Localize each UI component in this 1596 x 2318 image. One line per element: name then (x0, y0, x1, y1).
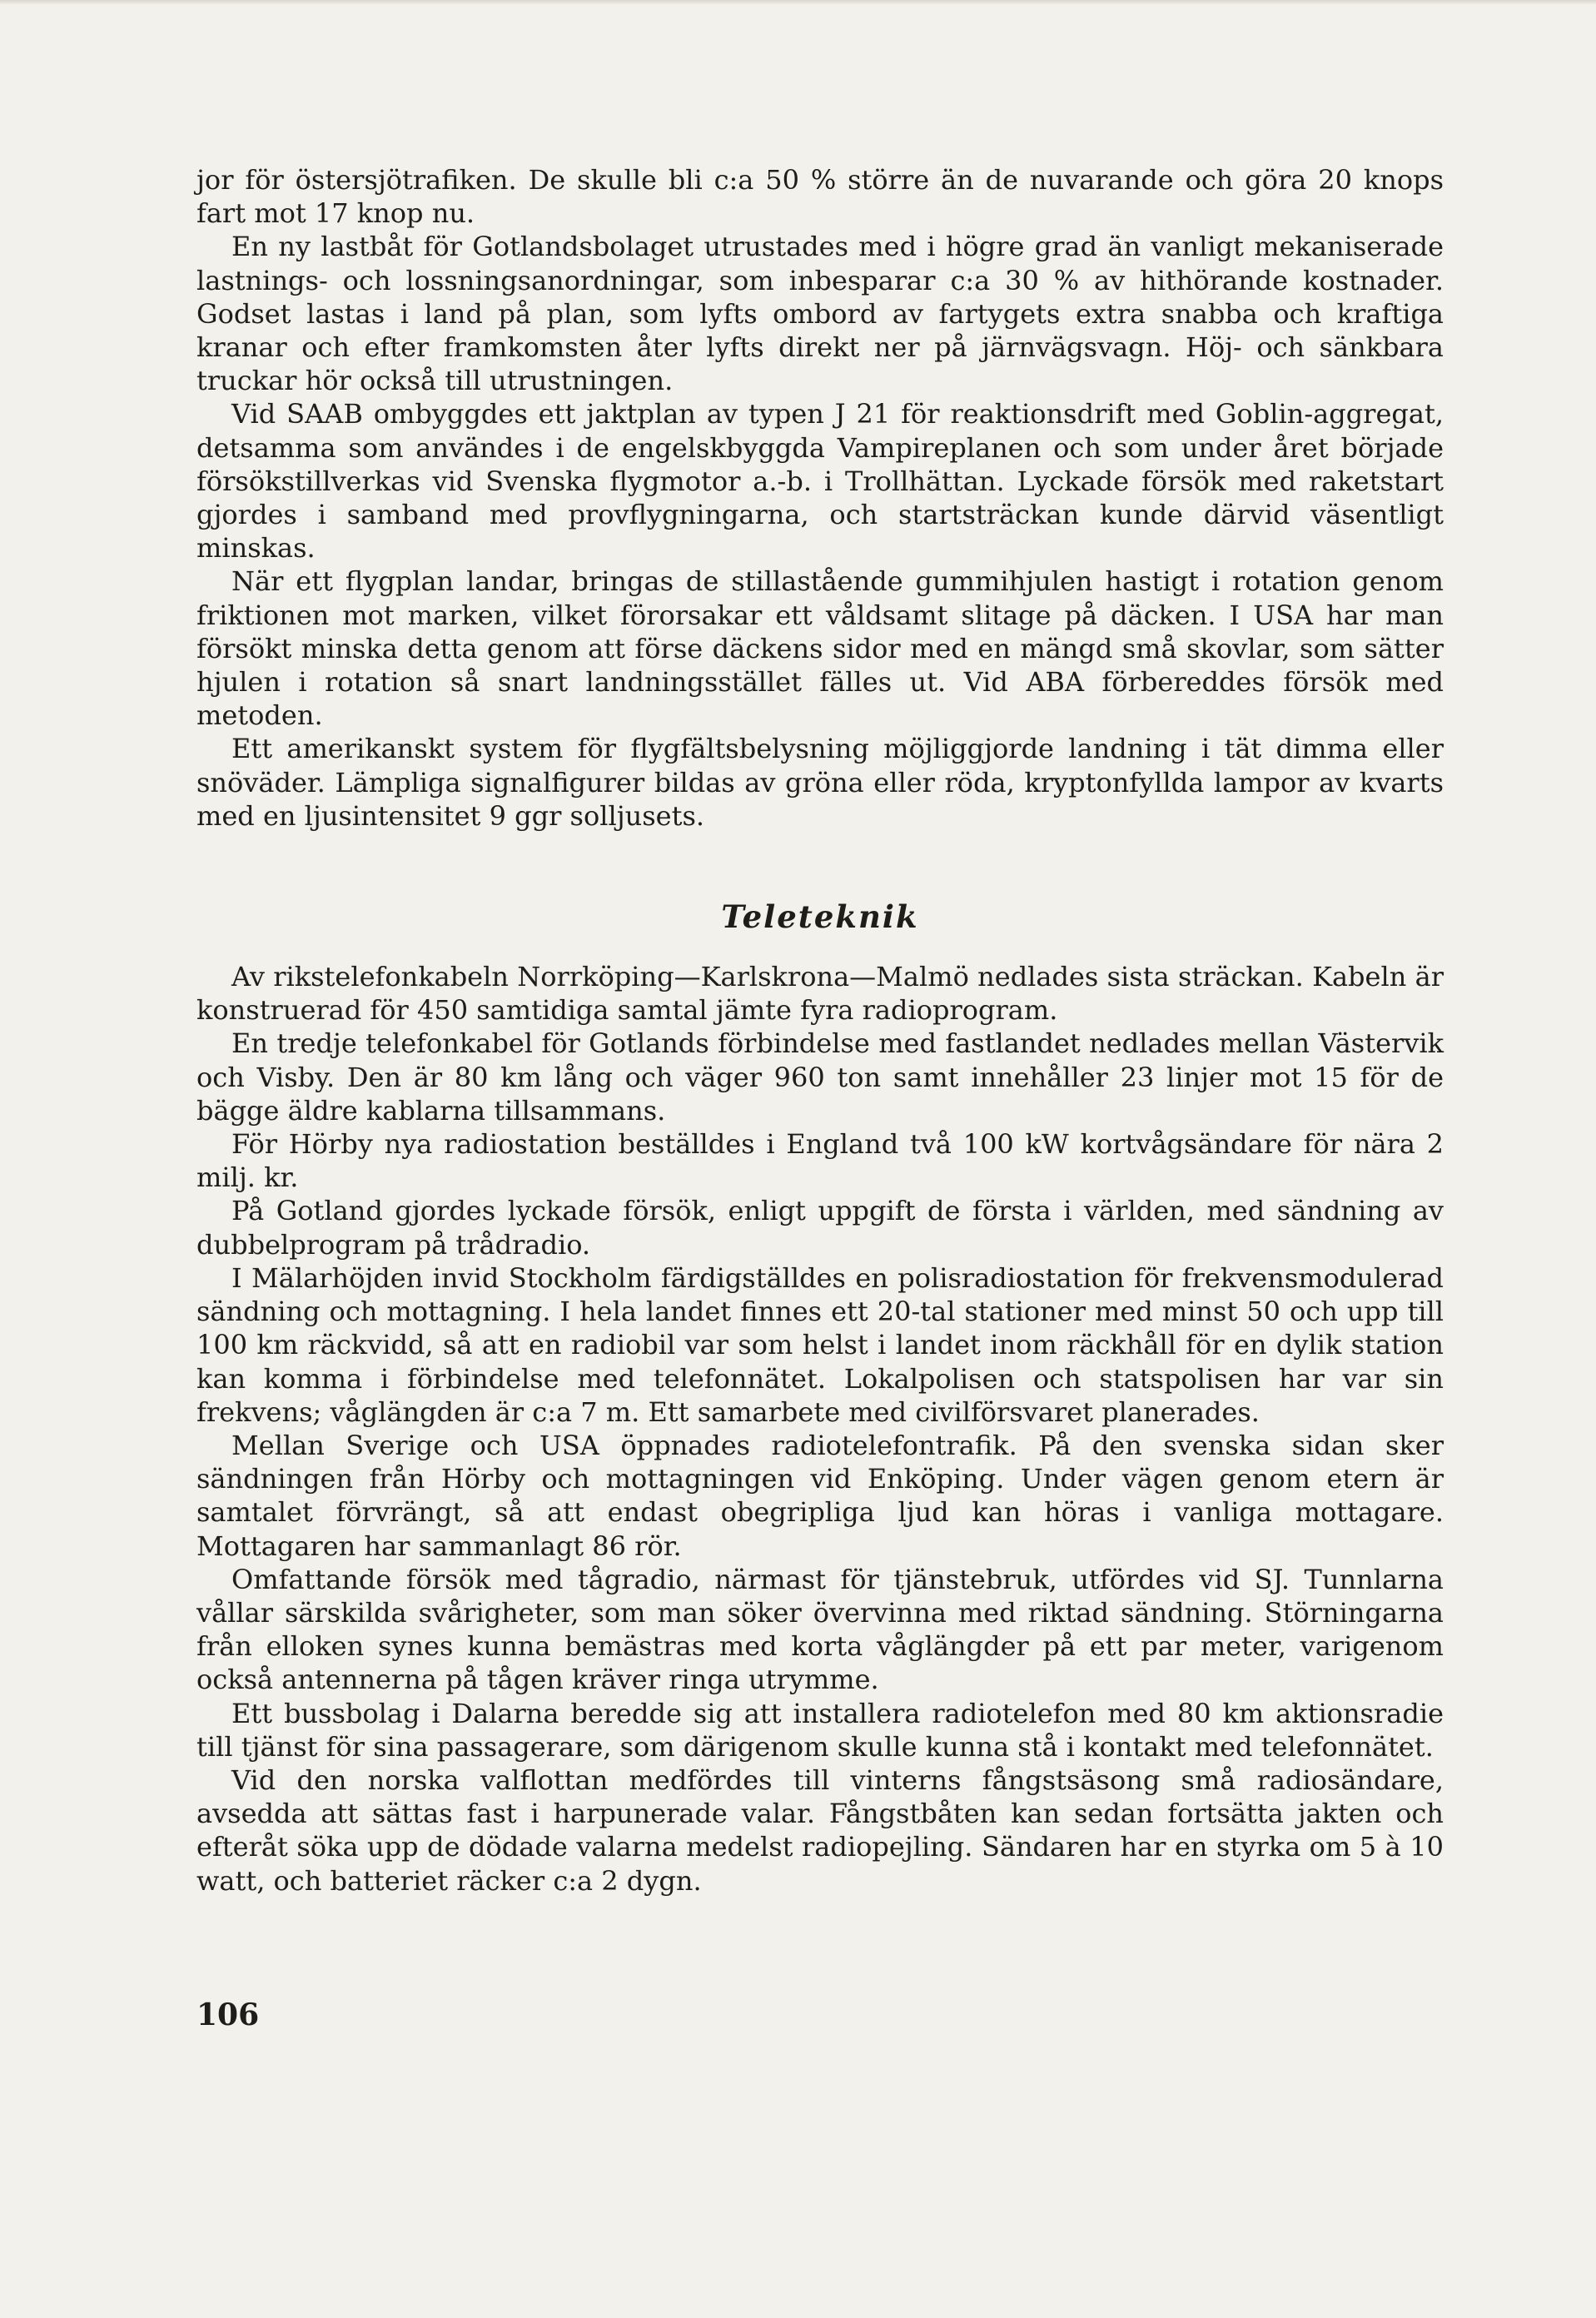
paragraph-gotland-cable: En tredje telefonkabel för Gotlands förbindelse med fastlandet nedlades mellan Västervik och Visby. Den är 80 km lång och väger 960 ton samt innehåller 23 linjer mot 15 för de bägge äldre kablarna tillsammans. (196, 1027, 1444, 1127)
paragraph-whaling-radio: Vid den norska valflottan medfördes till vinterns fångstsäsong små radiosändare, avsedda att sättas fast i harpunerade valar. Fångstbåten kan sedan fortsätta jakten och efteråt söka upp de dödade valarna medelst radiopejling. Sändaren har en styrka om 5 à 10 watt, och batteriet räcker c:a 2 dygn. (196, 1763, 1444, 1897)
paragraph-airfield-lighting: Ett amerikanskt system för flygfältsbelysning möjliggjorde landning i tät dimma eller snöväder. Lämpliga signalfigurer bildas av gröna eller röda, kryptonfyllda lampor av kvarts med en ljusintensitet 9 ggr solljusets. (196, 733, 1444, 832)
paragraph-baltic-traffic: jor för östersjötrafiken. De skulle bli c:a 50 % större än de nuvarande och göra 20 knops fart mot 17 knop nu. (196, 164, 1444, 230)
paragraph-train-radio: Omfattande försök med tågradio, närmast för tjänstebruk, utfördes vid SJ. Tunnlarna vållar särskilda svårigheter, som man söker övervinna med riktad sändning. Störningarna från elloken synes kunna bemästras med korta våglängder på ett par meter, varigenom också antennerna på tågen kräver ringa utrymme. (196, 1563, 1444, 1696)
paragraph-cargo-ship: En ny lastbåt för Gotlandsbolaget utrustades med i högre grad än vanligt mekaniserade lastnings- och lossningsanordningar, som inbesparar c:a 30 % av hithörande kostnader. Godset lastas i land på plan, som lyfts ombord av fartygets extra snabba och kraftiga kranar och efter framkomsten åter lyfts direkt ner på järnvägsvagn. Höj- och sänkbara truckar hör också till utrustningen. (196, 231, 1444, 397)
paragraph-horby-transmitters: För Hörby nya radiostation beställdes i England två 100 kW kortvågsändare för nära 2 milj. kr. (196, 1128, 1444, 1194)
paragraph-bus-radio: Ett bussbolag i Dalarna beredde sig att installera radiotelefon med 80 km aktionsradie till tjänst för sina passagerare, som därigenom skulle kunna stå i kontakt med telefonnätet. (196, 1697, 1444, 1763)
page-edge (0, 0, 1596, 5)
paragraph-trunk-cable: Av rikstelefonkabeln Norrköping—Karlskrona—Malmö nedlades sista sträckan. Kabeln är konstruerad för 450 samtidiga samtal jämte fyra radioprogram. (196, 961, 1444, 1027)
text-column (196, 163, 1444, 1898)
paragraph-wire-radio: På Gotland gjordes lyckade försök, enligt uppgift de första i världen, med sändning av dubbelprogram på trådradio. (196, 1195, 1444, 1261)
page-number: 106 (196, 1997, 260, 2032)
paragraph-radiotelephone-usa: Mellan Sverige och USA öppnades radiotelefontrafik. På den svenska sidan sker sändningen från Hörby och mottagningen vid Enköping. Under vägen genom etern är samtalet förvrängt, så att endast obegripliga ljud kan höras i vanliga mottagare. Mottagaren har sammanlagt 86 rör. (196, 1429, 1444, 1562)
paragraph-landing-wheels: När ett flygplan landar, bringas de stillastående gummihjulen hastigt i rotation genom friktionen mot marken, vilket förorsakar ett våldsamt slitage på däcken. I USA har man försökt minska detta genom att förse däckens sidor med en mängd små skovlar, som sätter hjulen i rotation så snart landningsstället fälles ut. Vid ABA förbereddes försök med metoden. (196, 565, 1444, 732)
paragraph-saab-jet: Vid SAAB ombyggdes ett jaktplan av typen J 21 för reaktionsdrift med Goblin-aggregat, detsamma som användes i de engelskbyggda Vampireplanen och som under året började försökstillverkas vid Svenska flygmotor a.-b. i Trollhättan. Lyckade försök med raketstart gjordes i samband med provflygningarna, och startsträckan kunde därvid väsentligt minskas. (196, 398, 1444, 565)
paragraph-police-radio: I Mälarhöjden invid Stockholm färdigställdes en polisradiostation för frekvensmodulerad sändning och mottagning. I hela landet finnes ett 20-tal stationer med minst 50 och upp till 100 km räckvidd, så att en radiobil var som helst i landet inom räckhåll för en dylik station kan komma i förbindelse med telefonnätet. Lokalpolisen och statspolisen har var sin frekvens; våglängden är c:a 7 m. Ett samarbete med civilförsvaret planerades. (196, 1261, 1444, 1428)
section-heading-teleteknik: Teleteknik (721, 898, 919, 936)
